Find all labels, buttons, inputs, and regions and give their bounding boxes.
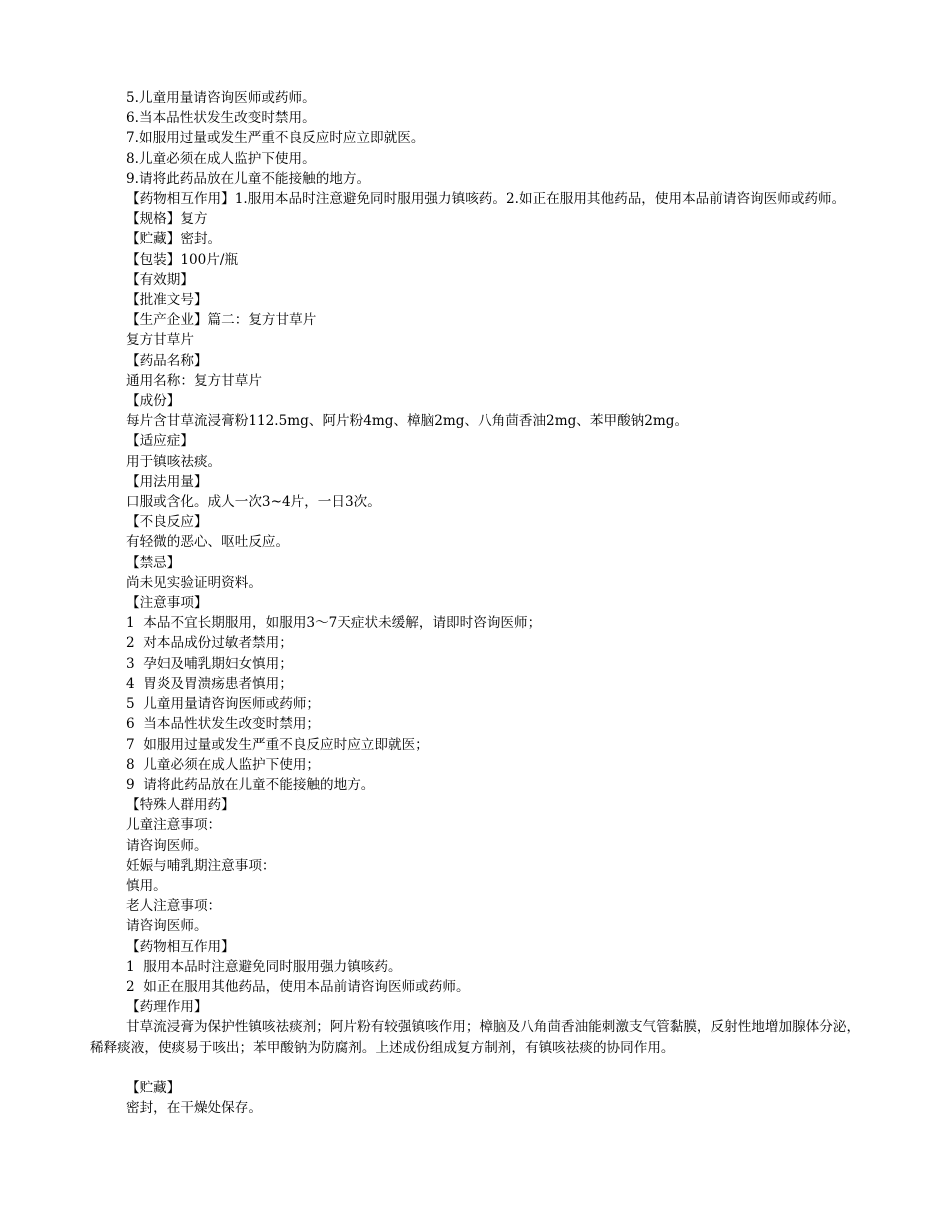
paragraph: 【药理作用】 [126, 999, 208, 1016]
paragraph: 老人注意事项： [126, 898, 222, 915]
paragraph: 【生产企业】篇二：复方甘草片 [126, 312, 317, 329]
paragraph: 【有效期】 [126, 271, 194, 288]
paragraph: 每片含甘草流浸膏粉112.5mg、阿片粉4mg、樟脑2mg、八角茴香油2mg、苯甲酸钠2mg。 [126, 413, 689, 430]
paragraph: 7.如服用过量或发生严重不良反应时应立即就医。 [126, 130, 425, 147]
paragraph: 【成份】 [126, 393, 181, 410]
paragraph: 通用名称：复方甘草片 [126, 372, 262, 389]
paragraph: 慎用。 [126, 877, 167, 894]
paragraph: 甘草流浸膏为保护性镇咳祛痰剂；阿片粉有较强镇咳作用；樟脑及八角茴香油能刺激支气管黏膜，反射性地增加腺体分泌，稀释痰液，使痰易于咳出；苯甲酸钠为防腐剂。上述成份组成复方制剂，有镇咳祛痰的协同作用。 [90, 1019, 861, 1056]
paragraph: 6.当本品性状发生改变时禁用。 [126, 110, 316, 127]
paragraph: 【包装】100片/瓶 [126, 251, 239, 268]
paragraph: 【贮藏】 [126, 1079, 181, 1096]
paragraph: 口服或含化。成人一次3~4片，一日3次。 [126, 494, 381, 511]
paragraph: 【特殊人群用药】 [126, 797, 235, 814]
paragraph: 【规格】复方 [126, 211, 208, 228]
document-body [90, 88, 865, 1118]
paragraph: 9.请将此药品放在儿童不能接触的地方。 [126, 170, 371, 187]
paragraph: 【批准文号】 [126, 292, 208, 309]
paragraph: 【药物相互作用】 [126, 938, 235, 955]
paragraph: 9 请将此药品放在儿童不能接触的地方。 [126, 776, 375, 793]
paragraph: 密封，在干燥处保存。 [126, 1099, 262, 1116]
paragraph: 【禁忌】 [126, 554, 181, 571]
paragraph: 请咨询医师。 [126, 918, 208, 935]
paragraph: 【药品名称】 [126, 352, 208, 369]
paragraph: 请咨询医师。 [126, 837, 208, 854]
paragraph: 8.儿童必须在成人监护下使用。 [126, 150, 316, 167]
paragraph: 7 如服用过量或发生严重不良反应时应立即就医； [126, 736, 429, 753]
paragraph: 2 对本品成份过敏者禁用； [126, 635, 293, 652]
paragraph: 【不良反应】 [126, 514, 208, 531]
paragraph: 1 服用本品时注意避免同时服用强力镇咳药。 [126, 958, 402, 975]
paragraph: 【贮藏】密封。 [126, 231, 222, 248]
paragraph: 【适应症】 [126, 433, 194, 450]
paragraph: 5.儿童用量请咨询医师或药师。 [126, 90, 316, 106]
paragraph: 【注意事项】 [126, 595, 208, 612]
paragraph: 有轻微的恶心、呕吐反应。 [126, 534, 290, 551]
paragraph: 妊娠与哺乳期注意事项： [126, 857, 276, 874]
paragraph: 8 儿童必须在成人监护下使用； [126, 756, 321, 773]
blank-line [90, 1058, 865, 1078]
paragraph: 1 本品不宜长期服用，如服用3～7天症状未缓解，请即时咨询医师； [126, 615, 542, 632]
paragraph: 用于镇咳祛痰。 [126, 453, 222, 470]
paragraph: 【用法用量】 [126, 473, 208, 490]
paragraph: 复方甘草片 [126, 332, 194, 349]
paragraph: 5 儿童用量请咨询医师或药师； [126, 696, 321, 713]
paragraph: 6 当本品性状发生改变时禁用； [126, 716, 321, 733]
paragraph: 尚未见实验证明资料。 [126, 574, 262, 591]
paragraph: 【药物相互作用】1.服用本品时注意避免同时服用强力镇咳药。2.如正在服用其他药品，使用本品前请咨询医师或药师。 [126, 191, 846, 208]
paragraph: 2 如正在服用其他药品，使用本品前请咨询医师或药师。 [126, 978, 470, 995]
paragraph: 4 胃炎及胃溃疡患者慎用； [126, 675, 293, 692]
paragraph: 3 孕妇及哺乳期妇女慎用； [126, 655, 293, 672]
paragraph: 儿童注意事项： [126, 817, 222, 834]
